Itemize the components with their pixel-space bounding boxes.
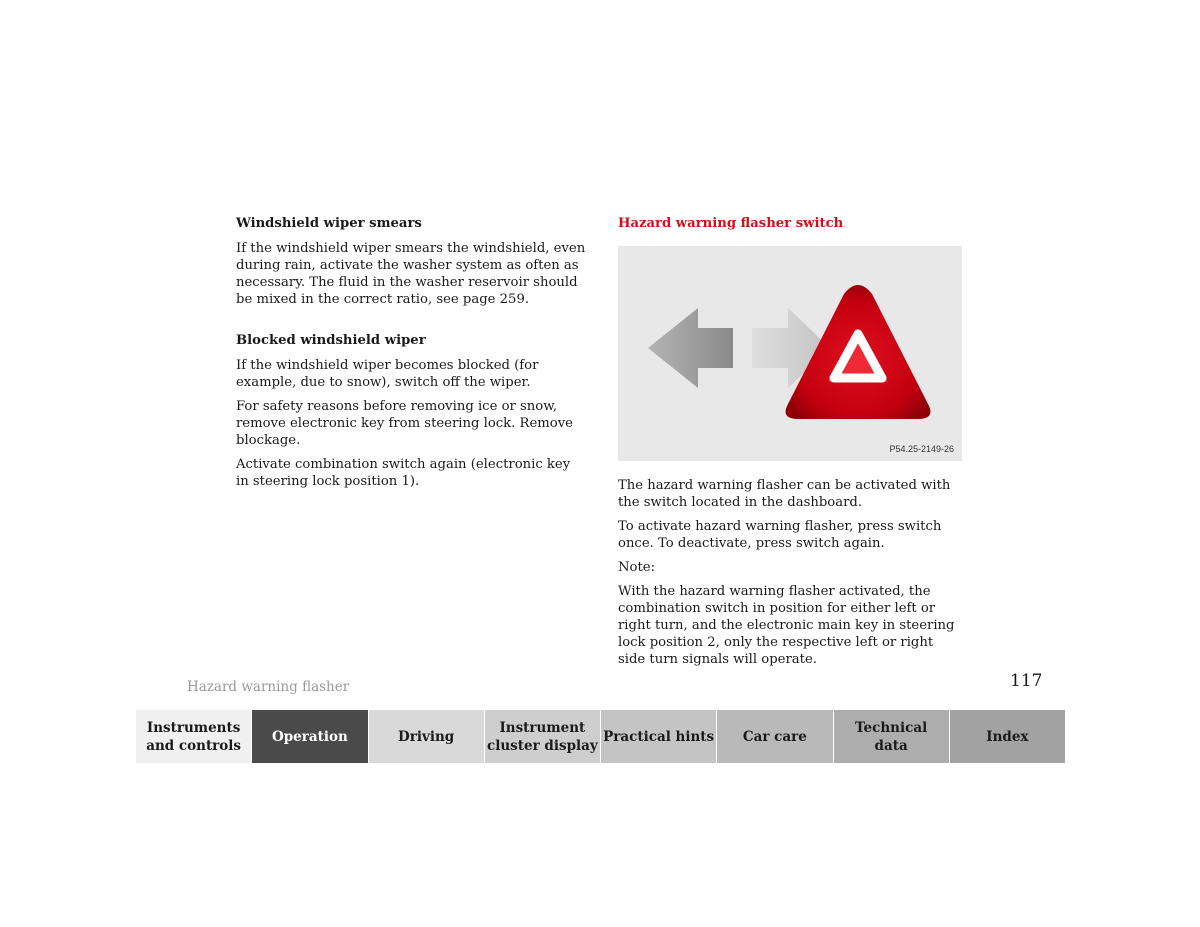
section-heading-wiper-smears: Windshield wiper smears [236,216,422,231]
right-column [618,215,963,675]
paragraph-wiper-smears: If the windshield wiper smears the windshield, even during rain, activate the washer system as often as necessary. The fluid in the washer reservoir should be mixed in the correct ratio, see page 259. [236,241,586,307]
figure-code: P54.25-2149-26 [889,444,954,454]
paragraph-activate-switch: Activate combination switch again (electronic key in steering lock position 1). [236,457,571,489]
section-heading-hazard-switch: Hazard warning flasher switch [618,216,844,231]
tab-driving[interactable]: Driving [369,710,485,763]
left-arrow-icon [648,308,733,388]
left-column [236,215,586,497]
paragraph-hazard-intro: The hazard warning flasher can be activated with the switch located in the dashboard. [618,478,951,510]
tab-car-care[interactable]: Car care [717,710,833,763]
tab-index[interactable]: Index [950,710,1065,763]
paragraph-hazard-activate: To activate hazard warning flasher, press switch once. To deactivate, press switch again. [618,519,942,551]
paragraph-safety: For safety reasons before removing ice or snow, remove electronic key from steering lock. Remove blockage. [236,399,573,448]
tab-practical-hints[interactable]: Practical hints [601,710,717,763]
tab-operation[interactable]: Operation [252,710,368,763]
chapter-tab-bar [136,710,1065,763]
paragraph-blocked-wiper: If the windshield wiper becomes blocked (for example, due to snow), switch off the wiper. [236,358,539,390]
tab-technical-data[interactable]: Technical data [834,710,950,763]
tab-instrument-cluster-display[interactable]: Instrument cluster display [485,710,601,763]
hazard-switch-figure [618,246,962,461]
note-label: Note: [618,560,656,575]
section-heading-blocked-wiper: Blocked windshield wiper [236,333,426,348]
hazard-switch-illustration [618,246,962,461]
paragraph-hazard-note: With the hazard warning flasher activated, the combination switch in position for either left or right turn, and the electronic main key in steering lock position 2, only the respective left or right side turn signals will operate. [618,584,955,667]
running-section-label: Hazard warning flasher [187,679,350,695]
tab-instruments-and-controls[interactable]: Instruments and controls [136,710,252,763]
page-number: 117 [1010,671,1043,691]
